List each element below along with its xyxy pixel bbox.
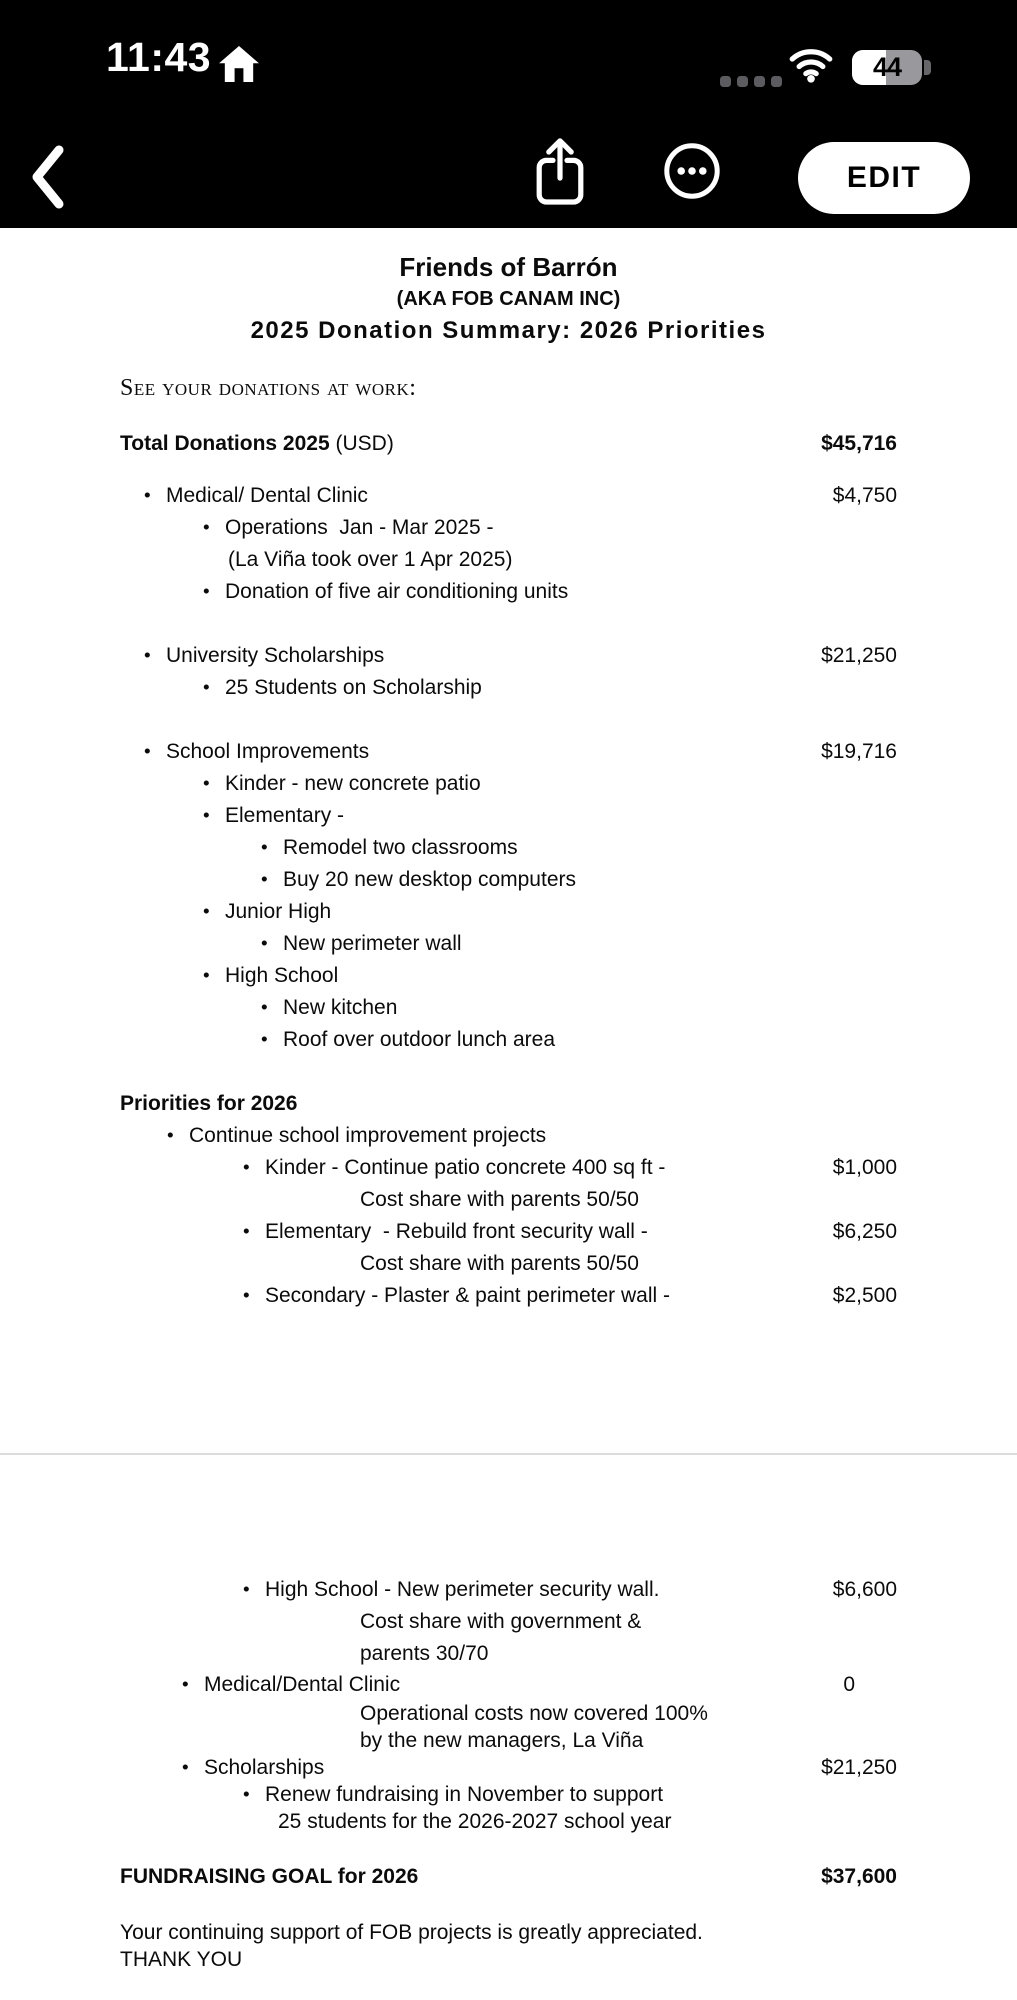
doc-line: [120, 640, 897, 672]
doc-intro-line: See your donations at work:: [120, 375, 417, 401]
doc-line: [120, 1024, 897, 1056]
edit-button-label: EDIT: [846, 161, 922, 194]
doc-line-text: • University Scholarships: [166, 644, 384, 667]
share-icon: [532, 136, 588, 213]
doc-line: [120, 896, 897, 928]
doc-line-text: by the new managers, La Viña: [360, 1729, 644, 1752]
page-2-rows: [120, 1574, 897, 1973]
doc-line-text: • Junior High: [225, 900, 331, 923]
doc-line-text: • High School - New perimeter security wall.: [265, 1578, 659, 1601]
doc-line-text: • Roof over outdoor lunch area: [283, 1028, 555, 1051]
header: [0, 0, 1017, 228]
doc-line-text: • Kinder - new concrete patio: [225, 772, 481, 795]
doc-line-amount: $6,250: [832, 1220, 897, 1243]
doc-line: [120, 1727, 897, 1754]
doc-line-text: • School Improvements: [166, 740, 369, 763]
doc-line-text: • High School: [225, 964, 338, 987]
document-page-2: [0, 1455, 1017, 1973]
doc-line: [120, 832, 897, 864]
doc-line: [120, 1088, 897, 1120]
doc-line: [120, 480, 897, 512]
document-page-1: [0, 228, 1017, 1453]
doc-line-amount: $1,000: [832, 1156, 897, 1179]
doc-line: [120, 576, 897, 608]
doc-line-text: Total Donations 2025 (USD): [120, 432, 394, 455]
doc-line-text: THANK YOU: [120, 1948, 243, 1971]
doc-line-amount: $21,250: [821, 644, 897, 667]
doc-line: [120, 1120, 897, 1152]
doc-line: [120, 800, 897, 832]
doc-line: [120, 544, 897, 576]
battery-cap: [924, 60, 931, 75]
doc-line: [120, 736, 897, 768]
edit-button[interactable]: [798, 142, 970, 214]
doc-line-text: • Continue school improvement projects: [189, 1124, 546, 1147]
doc-line: [120, 1919, 897, 1946]
doc-line-text: • 25 Students on Scholarship: [225, 676, 482, 699]
doc-line-text: • Elementary -: [225, 804, 344, 827]
doc-line: [120, 672, 897, 704]
doc-line: [120, 1216, 897, 1248]
doc-line-text: FUNDRAISING GOAL for 2026: [120, 1865, 419, 1888]
doc-line: [120, 864, 897, 896]
doc-line: [120, 1670, 897, 1700]
doc-title: Friends of Barrón: [399, 252, 618, 282]
doc-line: [120, 1574, 897, 1606]
home-icon: [216, 42, 262, 91]
doc-line-text: • Scholarships: [204, 1756, 324, 1779]
doc-line-text: • Medical/ Dental Clinic: [166, 484, 368, 507]
doc-line: [120, 1152, 897, 1184]
battery-percent: 44: [872, 52, 902, 82]
doc-line-text: (La Viña took over 1 Apr 2025): [228, 548, 513, 571]
doc-line-text: Cost share with parents 50/50: [360, 1252, 639, 1275]
doc-line-text: parents 30/70: [360, 1642, 489, 1665]
doc-line-amount: $45,716: [821, 432, 897, 455]
doc-line-text: • Kinder - Continue patio concrete 400 sq ft -: [265, 1156, 665, 1179]
doc-line-text: • Renew fundraising in November to support: [265, 1783, 663, 1806]
doc-line: [120, 928, 897, 960]
page-1-rows: [120, 428, 897, 1312]
doc-line-amount: $4,750: [832, 484, 897, 507]
doc-line: [120, 1754, 897, 1781]
doc-line-amount: $19,716: [821, 740, 897, 763]
doc-line-text: Your continuing support of FOB projects is greatly appreciated.: [120, 1921, 703, 1944]
doc-line: [120, 1606, 897, 1638]
doc-line-text: Cost share with parents 50/50: [360, 1188, 639, 1211]
cellular-dots-icon: [720, 76, 782, 87]
doc-line: [120, 512, 897, 544]
doc-line: [120, 1248, 897, 1280]
share-button[interactable]: [528, 134, 592, 214]
doc-line: [120, 1184, 897, 1216]
status-time: 11:43: [106, 34, 212, 80]
doc-line-text: • Operations Jan - Mar 2025 -: [225, 516, 493, 539]
doc-line-text: 25 students for the 2026-2027 school year: [278, 1810, 672, 1833]
doc-line: [120, 1781, 897, 1808]
doc-line-text: Priorities for 2026: [120, 1092, 298, 1115]
doc-line-text: • New perimeter wall: [283, 932, 462, 955]
doc-line: [120, 1808, 897, 1835]
doc-line: [120, 1863, 897, 1890]
more-button[interactable]: [660, 140, 724, 204]
doc-line-text: • Buy 20 new desktop computers: [283, 868, 576, 891]
doc-line-amount: $6,600: [832, 1578, 897, 1601]
doc-line: [120, 1638, 897, 1670]
doc-line-text: Cost share with government &: [360, 1610, 642, 1633]
document-viewport[interactable]: [0, 228, 1017, 2000]
back-button[interactable]: [20, 140, 76, 216]
doc-line: [120, 992, 897, 1024]
doc-line-text: • New kitchen: [283, 996, 397, 1019]
doc-line: [120, 960, 897, 992]
doc-line: [120, 1700, 897, 1727]
doc-line-text: • Donation of five air conditioning units: [225, 580, 568, 603]
doc-line: [120, 768, 897, 800]
doc-line-amount: $2,500: [832, 1284, 897, 1307]
doc-line-amount: $37,600: [821, 1865, 897, 1888]
battery-icon: [852, 50, 922, 85]
doc-line-text: • Remodel two classrooms: [283, 836, 518, 859]
doc-subtitle: (AKA FOB CANAM INC): [396, 288, 621, 310]
wifi-icon: [788, 46, 834, 89]
doc-line: [120, 1280, 897, 1312]
doc-line-amount: $21,250: [821, 1756, 897, 1779]
doc-line-text: • Elementary - Rebuild front security wall -: [265, 1220, 648, 1243]
back-chevron-icon: [25, 143, 71, 214]
doc-line: [120, 428, 897, 460]
doc-line-amount: 0: [843, 1673, 855, 1696]
doc-line: [120, 1946, 897, 1973]
doc-line-text: Operational costs now covered 100%: [360, 1702, 708, 1725]
doc-line-text: • Secondary - Plaster & paint perimeter wall -: [265, 1284, 670, 1307]
doc-heading: 2025 Donation Summary: 2026 Priorities: [250, 317, 767, 344]
doc-line-text: • Medical/Dental Clinic: [204, 1673, 400, 1696]
more-ellipsis-icon: [662, 141, 722, 204]
